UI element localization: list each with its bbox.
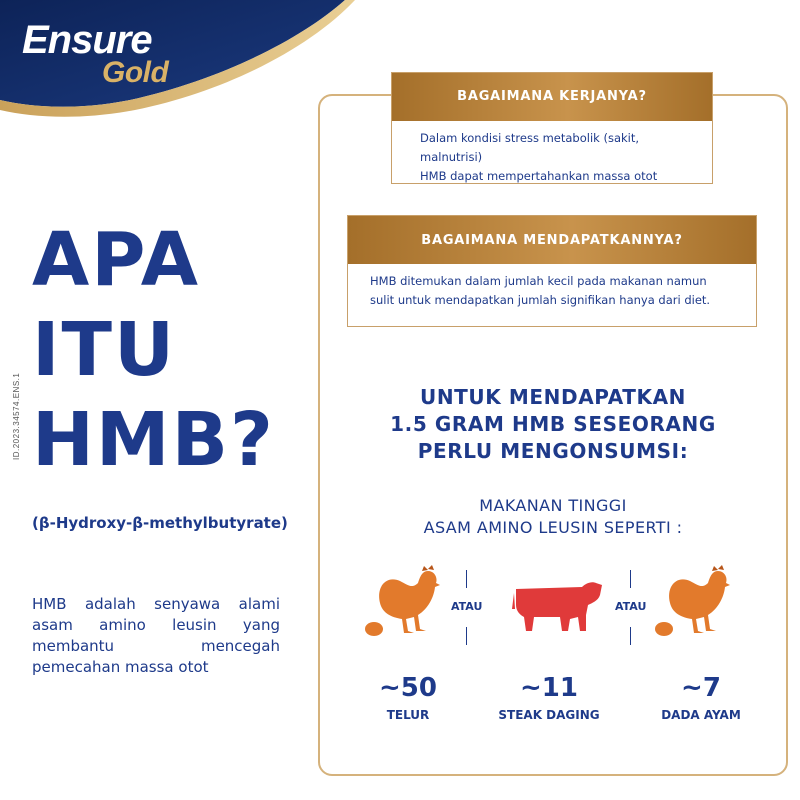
food-subheading [318,495,788,539]
separator-word: ATAU [615,600,647,613]
headline-line: HMB? [32,397,275,483]
amount-label: TELUR [386,708,430,722]
headline-line: ITU [32,307,177,393]
food-amount-steak [474,672,624,722]
description-line: HMB adalah senyawa alami [32,595,280,613]
headline-line: APA [32,217,200,303]
body-line: sulit untuk mendapatkan jumlah signifikan hanya dari diet. [370,293,711,307]
description-line: asam amino leusin yang [32,616,280,634]
description-line: membantu mencegah [32,637,280,655]
need-heading [318,384,788,465]
body-line: HMB dapat mempertahankan massa otot [420,169,658,183]
how-to-get-box [347,215,757,327]
how-it-works-title: BAGAIMANA KERJANYA? [392,73,712,121]
separator-line [630,627,631,645]
need-line: PERLU MENGONSUMSI: [417,439,689,463]
amount-label: DADA AYAM [661,708,741,722]
page-title [32,215,275,485]
how-to-get-body [348,264,756,310]
food-amount-telur [333,672,483,722]
how-to-get-title: BAGAIMANA MENDAPATKANNYA? [348,216,756,264]
body-line: Dalam kondisi stress metabolik (sakit, malnutrisi) [420,131,640,164]
chemical-formula: (β-Hydroxy-β-methylbutyrate) [32,514,288,532]
brand-name: Ensure [22,18,152,62]
description-line: pemecahan massa otot [32,658,209,676]
chicken-egg-icon [652,565,734,643]
document-id: ID.2023.34574.ENS.1 [12,372,21,460]
amount-label: STEAK DAGING [498,708,600,722]
body-line: HMB ditemukan dalam jumlah kecil pada makanan namun [370,274,707,288]
how-it-works-body [392,121,712,186]
separator-line [466,627,467,645]
cow-icon [512,575,604,635]
chicken-egg-icon [362,565,444,643]
food-sub-line: MAKANAN TINGGI [479,496,627,515]
separator-line [630,570,631,588]
how-it-works-box [391,72,713,184]
hmb-description [32,594,280,678]
need-line: UNTUK MENDAPATKAN [419,385,686,409]
food-sub-line: ASAM AMINO LEUSIN SEPERTI : [423,518,683,537]
separator-line [466,570,467,588]
amount-value: ~11 [520,673,578,703]
amount-value: ~50 [379,673,437,703]
need-line: 1.5 GRAM HMB SESEORANG [390,412,716,436]
amount-value: ~7 [681,673,721,703]
brand-variant: Gold [102,56,169,89]
separator-word: ATAU [451,600,483,613]
food-amount-dada-ayam [626,672,776,722]
